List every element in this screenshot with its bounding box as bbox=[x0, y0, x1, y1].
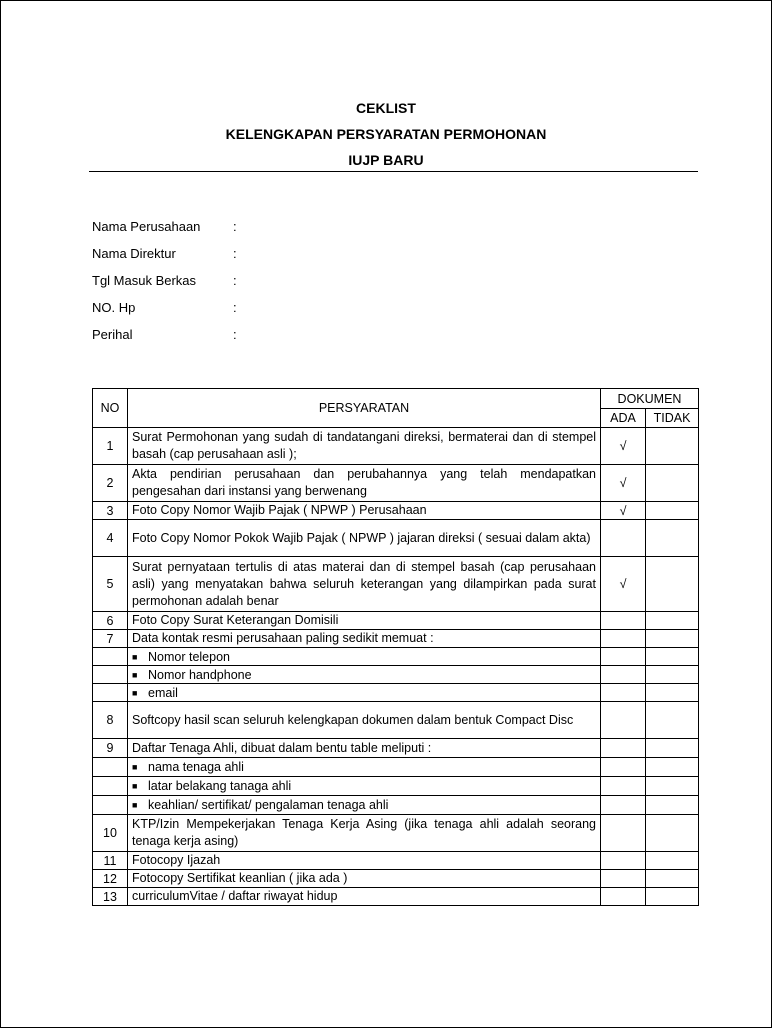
bullet-icon: ■ bbox=[132, 800, 138, 810]
table-row bbox=[93, 557, 699, 612]
ada-check-cell[interactable]: √ bbox=[601, 465, 646, 502]
tidak-check-cell[interactable] bbox=[646, 648, 699, 666]
row-number bbox=[93, 796, 128, 815]
requirement-text: curriculumVitae / daftar riwayat hidup bbox=[128, 888, 601, 906]
requirement-text: Foto Copy Nomor Wajib Pajak ( NPWP ) Perusahaan bbox=[128, 502, 601, 520]
row-number bbox=[93, 758, 128, 777]
ada-check-cell[interactable] bbox=[601, 630, 646, 648]
row-number bbox=[93, 666, 128, 684]
row-number: 5 bbox=[93, 557, 128, 612]
tidak-check-cell[interactable] bbox=[646, 739, 699, 758]
header-ada: ADA bbox=[601, 409, 646, 428]
requirement-text: Data kontak resmi perusahaan paling sedikit memuat : bbox=[128, 630, 601, 648]
tidak-check-cell[interactable] bbox=[646, 702, 699, 739]
ada-check-cell[interactable] bbox=[601, 739, 646, 758]
ada-check-cell[interactable] bbox=[601, 815, 646, 852]
title-divider bbox=[89, 171, 698, 172]
table-row bbox=[93, 666, 699, 684]
row-number bbox=[93, 777, 128, 796]
requirements-body bbox=[93, 428, 699, 906]
info-label: Perihal bbox=[92, 327, 133, 342]
bullet-text: Nomor handphone bbox=[148, 667, 252, 682]
tidak-check-cell[interactable] bbox=[646, 557, 699, 612]
bullet-item bbox=[128, 777, 601, 796]
row-number: 13 bbox=[93, 888, 128, 906]
ada-check-cell[interactable] bbox=[601, 520, 646, 557]
row-number: 10 bbox=[93, 815, 128, 852]
tidak-check-cell[interactable] bbox=[646, 777, 699, 796]
requirement-text: Softcopy hasil scan seluruh kelengkapan dokumen dalam bentuk Compact Disc bbox=[128, 702, 601, 739]
bullet-icon: ■ bbox=[132, 762, 138, 772]
requirement-text: Fotocopy Sertifikat keanlian ( jika ada ) bbox=[128, 870, 601, 888]
bullet-text: nama tenaga ahli bbox=[148, 760, 244, 774]
tidak-check-cell[interactable] bbox=[646, 888, 699, 906]
table-row bbox=[93, 465, 699, 502]
bullet-item bbox=[128, 666, 601, 684]
row-number: 7 bbox=[93, 630, 128, 648]
ada-check-cell[interactable] bbox=[601, 684, 646, 702]
bullet-item bbox=[128, 648, 601, 666]
tidak-check-cell[interactable] bbox=[646, 465, 699, 502]
table-row bbox=[93, 702, 699, 739]
info-colon: : bbox=[233, 273, 237, 288]
tidak-check-cell[interactable] bbox=[646, 684, 699, 702]
header-no: NO bbox=[93, 389, 128, 428]
table-row bbox=[93, 648, 699, 666]
row-number: 4 bbox=[93, 520, 128, 557]
bullet-text: email bbox=[148, 685, 178, 700]
bullet-icon: ■ bbox=[132, 781, 138, 791]
header-tidak: TIDAK bbox=[646, 409, 699, 428]
row-number: 3 bbox=[93, 502, 128, 520]
table-row bbox=[93, 777, 699, 796]
bullet-icon: ■ bbox=[132, 669, 138, 680]
bullet-item bbox=[128, 684, 601, 702]
table-row bbox=[93, 852, 699, 870]
row-number: 8 bbox=[93, 702, 128, 739]
bullet-item bbox=[128, 758, 601, 777]
ada-check-cell[interactable] bbox=[601, 777, 646, 796]
requirement-text: Daftar Tenaga Ahli, dibuat dalam bentu table meliputi : bbox=[128, 739, 601, 758]
info-label: Nama Perusahaan bbox=[92, 219, 201, 234]
ada-check-cell[interactable] bbox=[601, 852, 646, 870]
title-line-1: CEKLIST bbox=[356, 100, 416, 116]
title-line-2: KELENGKAPAN PERSYARATAN PERMOHONAN bbox=[225, 126, 547, 142]
table-row bbox=[93, 888, 699, 906]
row-number bbox=[93, 648, 128, 666]
header-requirement: PERSYARATAN bbox=[128, 389, 601, 428]
info-colon: : bbox=[233, 246, 237, 261]
table-row bbox=[93, 502, 699, 520]
table-row bbox=[93, 684, 699, 702]
table-row bbox=[93, 758, 699, 777]
ada-check-cell[interactable] bbox=[601, 648, 646, 666]
row-number: 9 bbox=[93, 739, 128, 758]
requirement-text: Foto Copy Surat Keterangan Domisili bbox=[128, 612, 601, 630]
ada-check-cell[interactable]: √ bbox=[601, 557, 646, 612]
header-document: DOKUMEN bbox=[601, 389, 699, 409]
ada-check-cell[interactable] bbox=[601, 758, 646, 777]
row-number: 2 bbox=[93, 465, 128, 502]
requirement-text: Fotocopy Ijazah bbox=[128, 852, 601, 870]
requirement-text: KTP/Izin Mempekerjakan Tenaga Kerja Asing (jika tenaga ahli adalah seorang tenaga kerja asing) bbox=[128, 815, 601, 852]
requirements-table bbox=[92, 388, 699, 906]
tidak-check-cell[interactable] bbox=[646, 612, 699, 630]
table-row bbox=[93, 612, 699, 630]
requirement-text: Surat Permohonan yang sudah di tandatangani direksi, bermaterai dan di stempel basah (cap perusahaan asli ); bbox=[128, 428, 601, 465]
row-number: 1 bbox=[93, 428, 128, 465]
row-number: 11 bbox=[93, 852, 128, 870]
tidak-check-cell[interactable] bbox=[646, 520, 699, 557]
table-row bbox=[93, 630, 699, 648]
ada-check-cell[interactable] bbox=[601, 702, 646, 739]
document-title bbox=[0, 95, 772, 173]
ada-check-cell[interactable] bbox=[601, 612, 646, 630]
ada-check-cell[interactable]: √ bbox=[601, 502, 646, 520]
table-row bbox=[93, 815, 699, 852]
tidak-check-cell[interactable] bbox=[646, 502, 699, 520]
info-colon: : bbox=[233, 327, 237, 342]
tidak-check-cell[interactable] bbox=[646, 428, 699, 465]
bullet-text: latar belakang tanaga ahli bbox=[148, 779, 292, 793]
tidak-check-cell[interactable] bbox=[646, 666, 699, 684]
ada-check-cell[interactable] bbox=[601, 888, 646, 906]
row-number bbox=[93, 684, 128, 702]
tidak-check-cell[interactable] bbox=[646, 852, 699, 870]
ada-check-cell[interactable] bbox=[601, 870, 646, 888]
bullet-text: Nomor telepon bbox=[148, 649, 230, 664]
table-row bbox=[93, 870, 699, 888]
info-label: Tgl Masuk Berkas bbox=[92, 273, 197, 288]
bullet-icon: ■ bbox=[132, 687, 138, 698]
bullet-icon: ■ bbox=[132, 651, 138, 662]
info-label: NO. Hp bbox=[92, 300, 136, 315]
info-colon: : bbox=[233, 300, 237, 315]
row-number: 6 bbox=[93, 612, 128, 630]
tidak-check-cell[interactable] bbox=[646, 815, 699, 852]
table-row bbox=[93, 739, 699, 758]
tidak-check-cell[interactable] bbox=[646, 630, 699, 648]
requirement-text: Akta pendirian perusahaan dan perubahannya yang telah mendapatkan pengesahan dari instansi yang berwenang bbox=[128, 465, 601, 502]
requirement-text: Foto Copy Nomor Pokok Wajib Pajak ( NPWP ) jajaran direksi ( sesuai dalam akta) bbox=[128, 520, 601, 557]
row-number: 12 bbox=[93, 870, 128, 888]
bullet-text: keahlian/ sertifikat/ pengalaman tenaga ahli bbox=[148, 798, 389, 812]
info-label: Nama Direktur bbox=[92, 246, 176, 261]
ada-check-cell[interactable] bbox=[601, 796, 646, 815]
table-row bbox=[93, 428, 699, 465]
tidak-check-cell[interactable] bbox=[646, 758, 699, 777]
tidak-check-cell[interactable] bbox=[646, 870, 699, 888]
table-row bbox=[93, 520, 699, 557]
tidak-check-cell[interactable] bbox=[646, 796, 699, 815]
info-colon: : bbox=[233, 219, 237, 234]
ada-check-cell[interactable]: √ bbox=[601, 428, 646, 465]
table-row bbox=[93, 796, 699, 815]
ada-check-cell[interactable] bbox=[601, 666, 646, 684]
title-line-3: IUJP BARU bbox=[348, 152, 424, 168]
requirement-text: Surat pernyataan tertulis di atas materai dan di stempel basah (cap perusahaan asli) yang menyatakan bahwa seluruh keterangan yang dilampirkan pada surat permohonan adalah benar bbox=[128, 557, 601, 612]
bullet-item bbox=[128, 796, 601, 815]
